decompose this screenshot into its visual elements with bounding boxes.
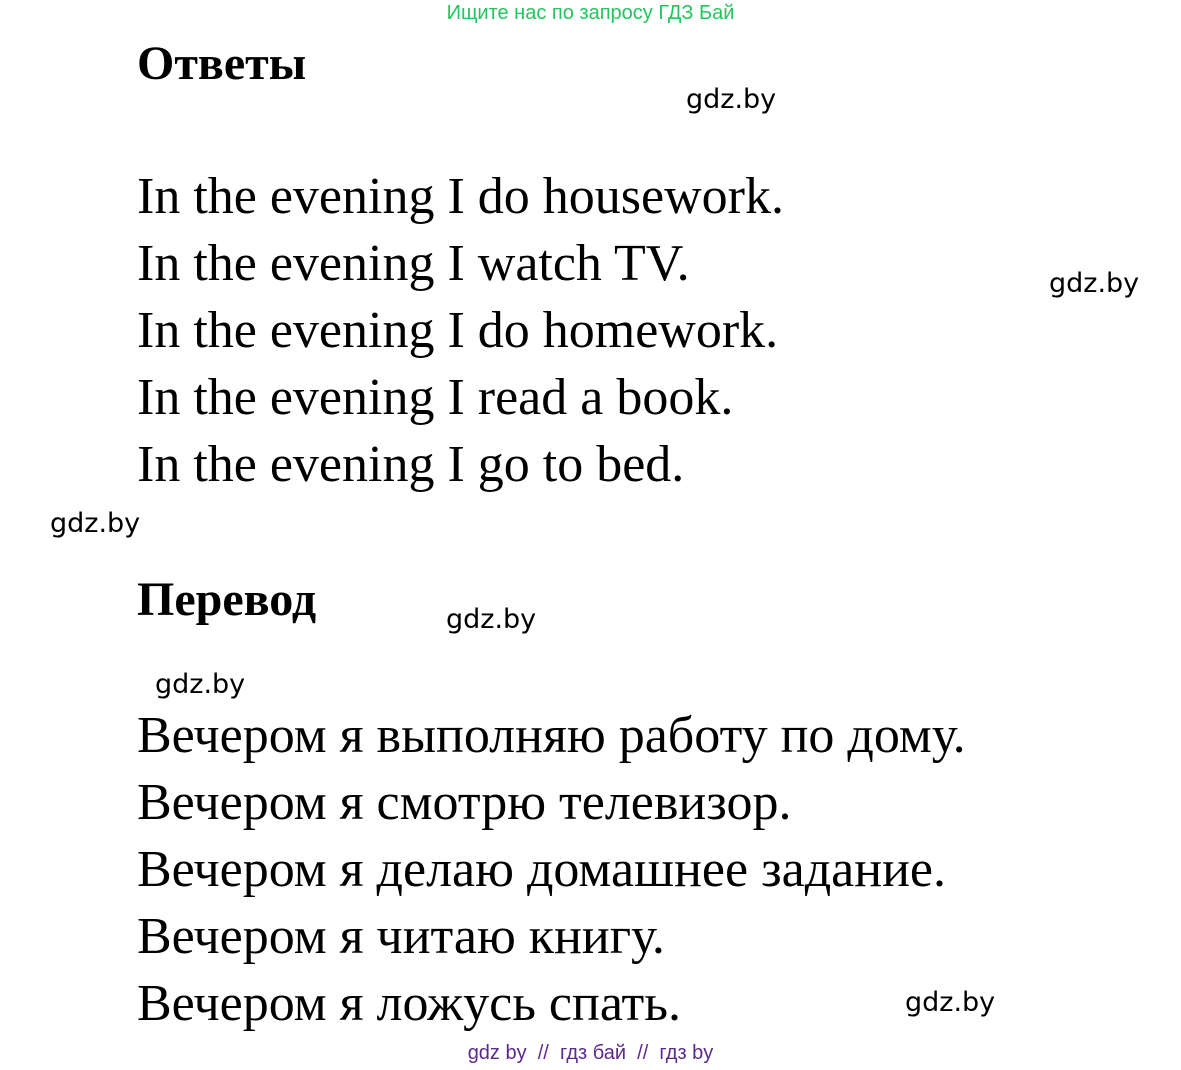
answers-list [137,163,784,498]
translation-line: Вечером я ложусь спать. [137,975,681,1032]
watermark: gdz.by [446,604,537,635]
translation-line: Вечером я читаю книгу. [137,908,665,965]
translation-line: Вечером я смотрю телевизор. [137,774,792,831]
watermark: gdz.by [1049,268,1140,299]
answer-line: In the evening I do homework. [137,302,779,359]
watermark: gdz.by [50,508,141,539]
translation-line: Вечером я выполняю работу по дому. [137,707,966,764]
watermark: gdz.by [155,669,246,700]
translation-list [137,702,966,1037]
answer-line: In the evening I read a book. [137,369,734,426]
top-banner-text: Ищите нас по запросу ГДЗ Бай [446,2,735,24]
translation-heading: Перевод [137,573,317,626]
footer-text: gdz by // гдз бай // гдз by [467,1042,714,1064]
answer-line: In the evening I do housework. [137,168,784,225]
answer-line: In the evening I watch TV. [137,235,690,292]
answer-line: In the evening I go to bed. [137,436,685,493]
watermark: gdz.by [686,84,777,115]
watermark: gdz.by [905,987,996,1018]
answers-heading: Ответы [137,37,307,90]
translation-line: Вечером я делаю домашнее задание. [137,841,946,898]
